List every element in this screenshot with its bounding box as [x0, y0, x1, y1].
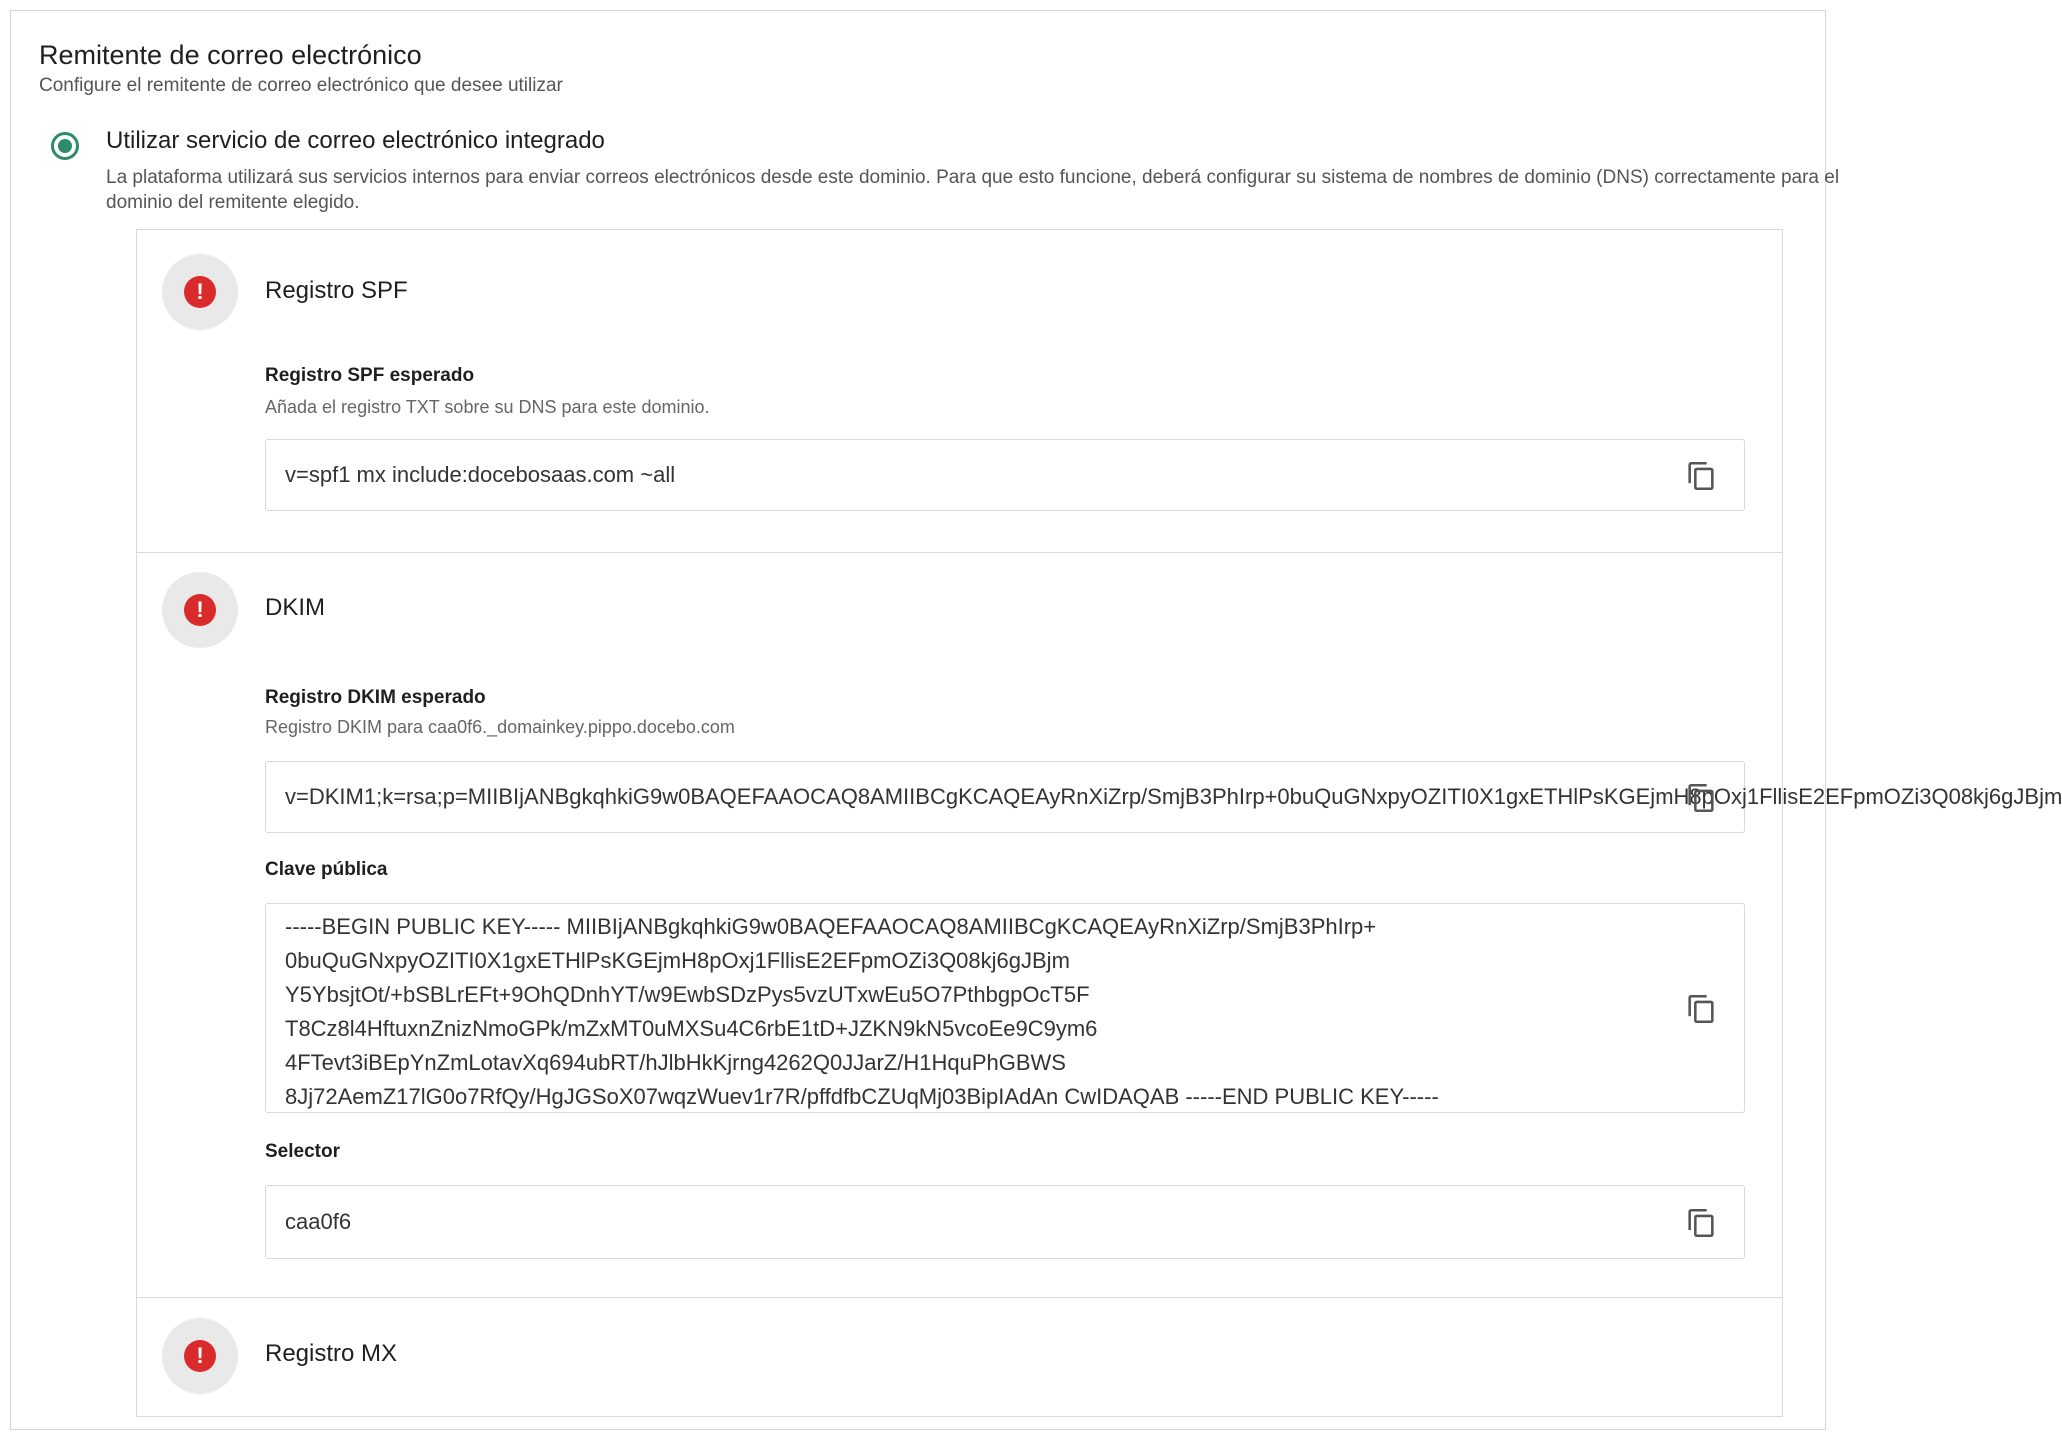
integrated-service-label[interactable]: Utilizar servicio de correo electrónico integrado	[106, 127, 605, 154]
spf-title: Registro SPF	[265, 277, 408, 304]
copy-icon[interactable]	[1684, 459, 1718, 493]
public-key-line: T8Cz8l4HftuxnZnizNmoGPk/mZxMT0uMXSu4C6rbE1tD+JZKN9kN5vcoEe9C9ym6	[285, 1016, 1098, 1041]
copy-icon[interactable]	[1684, 992, 1718, 1026]
public-key-line: 0buQuGNxpyOZITI0X1gxETHlPsKGEjmH8pOxj1FllisE2EFpmOZi3Q08kj6gJBjm	[285, 948, 1070, 973]
dkim-record-field[interactable]	[265, 761, 2062, 833]
dkim-field-label: Registro DKIM esperado	[265, 687, 486, 708]
copy-icon[interactable]	[1684, 781, 1718, 815]
error-icon: !	[184, 594, 216, 626]
page-subtitle: Configure el remitente de correo electrónico que desee utilizar	[39, 75, 563, 96]
card-header	[39, 37, 563, 97]
integrated-service-description: La plataforma utilizará sus servicios internos para enviar correos electrónicos desde este dominio. Para que esto funcione, deberá configurar su sistema de nombres de dominio (DNS) correctamente para el dominio del remitente elegido.	[106, 167, 1840, 213]
public-key-value	[285, 910, 1654, 1114]
public-key-line: 4FTevt3iBEpYnZmLotavXq694ubRT/hJlbHkKjrng4262Q0JJarZ/H1HquPhGBWS	[285, 1050, 1066, 1075]
public-key-line: Y5YbsjtOt/+bSBLrEFt+9OhQDnhYT/w9EwbSDzPys5vzUTxwEu5O7PthbgpOcT5F	[285, 982, 1090, 1007]
error-icon: !	[184, 1340, 216, 1372]
integrated-service-radio[interactable]	[51, 132, 79, 160]
radio-selected-dot	[58, 139, 72, 153]
public-key-line: 8Jj72AemZ17lG0o7RfQy/HgJGSoX07wqzWuev1r7R/pffdfbCZUqMj03BipIAdAn CwIDAQAB -----END PUBLIC KEY-----	[285, 1084, 1439, 1109]
dns-records-panel	[136, 229, 2062, 1417]
email-sender-card	[10, 10, 2062, 1430]
spf-status	[162, 254, 238, 330]
spf-section	[137, 230, 1782, 552]
mx-section	[137, 1297, 1782, 1416]
spf-record-field[interactable]	[265, 439, 1745, 511]
mx-title: Registro MX	[265, 1340, 398, 1367]
copy-icon[interactable]	[1684, 1206, 1718, 1240]
dkim-title: DKIM	[265, 594, 325, 621]
public-key-field[interactable]	[265, 903, 1745, 1113]
spf-field-help: Añada el registro TXT sobre su DNS para este dominio.	[265, 397, 710, 417]
dkim-section	[137, 552, 2062, 1297]
dkim-status	[162, 572, 238, 648]
page-title: Remitente de correo electrónico	[39, 40, 422, 70]
selector-label: Selector	[265, 1141, 340, 1162]
error-icon: !	[184, 276, 216, 308]
spf-field-label: Registro SPF esperado	[265, 365, 475, 386]
dkim-field-help: Registro DKIM para caa0f6._domainkey.pippo.docebo.com	[265, 717, 735, 737]
spf-record-value: v=spf1 mx include:docebosaas.com ~all	[285, 462, 676, 487]
mx-status	[162, 1318, 238, 1394]
public-key-label: Clave pública	[265, 859, 388, 880]
selector-value: caa0f6	[285, 1209, 352, 1234]
dkim-record-value: v=DKIM1;k=rsa;p=MIIBIjANBgkqhkiG9w0BAQEFAAOCAQ8AMIIBCgKCAQEAyRnXiZrp/SmjB3PhIrp+0buQuGNxpyOZITI0X1gxETHlPsKGEjmH8pOxj1FllisE2EFpmOZi3Q08kj6gJBjm	[285, 784, 2062, 809]
selector-field[interactable]	[265, 1185, 1745, 1259]
public-key-line: -----BEGIN PUBLIC KEY----- MIIBIjANBgkqhkiG9w0BAQEFAAOCAQ8AMIIBCgKCAQEAyRnXiZrp/SmjB3PhIrp+	[285, 914, 1377, 939]
